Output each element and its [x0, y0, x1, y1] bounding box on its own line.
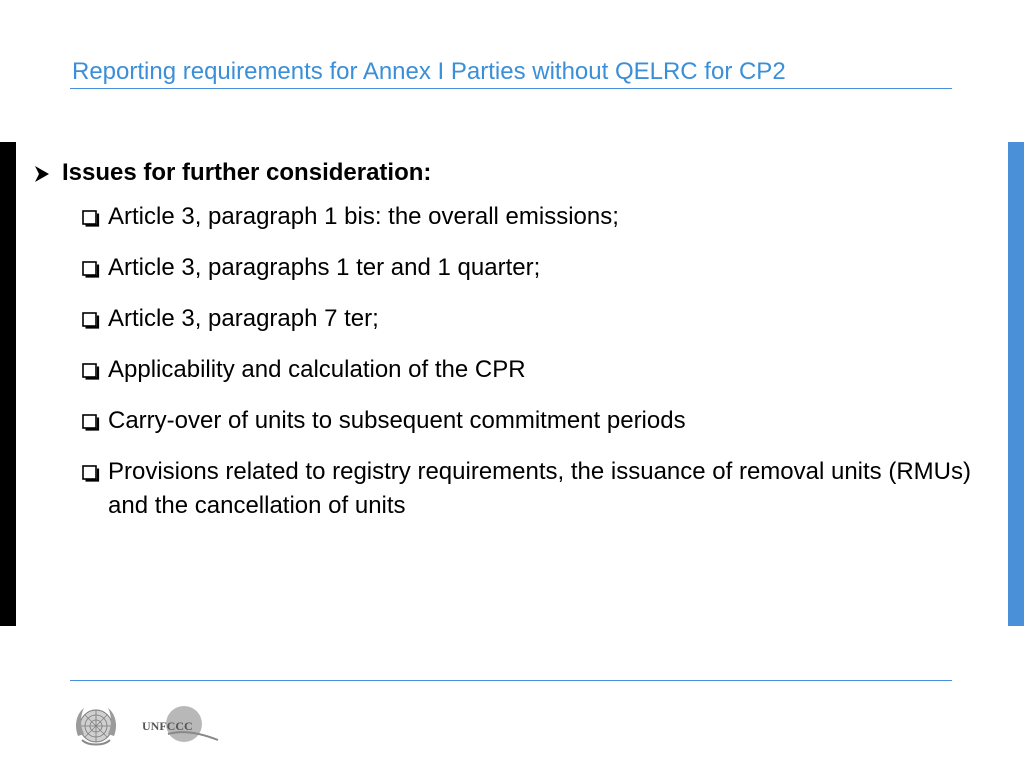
- list-item: [82, 404, 974, 438]
- list-item-text: Article 3, paragraph 1 bis: the overall emissions;: [108, 203, 619, 230]
- un-emblem-icon: [70, 700, 122, 752]
- right-accent-bar: [1008, 142, 1024, 626]
- list-item-text: Article 3, paragraph 7 ter;: [108, 305, 379, 332]
- checkbox-bullet-icon: [82, 302, 108, 336]
- checkbox-bullet-icon: [82, 353, 108, 387]
- arrow-bullet-icon: [34, 156, 52, 190]
- list-item-text: Provisions related to registry requirements, the issuance of removal units (RMUs) and the cancellation of units: [108, 458, 971, 519]
- list-item: [82, 353, 974, 387]
- checkbox-bullet-icon: [82, 251, 108, 285]
- footer-rule: [70, 680, 952, 681]
- unfccc-logo: [138, 700, 222, 752]
- list-item-text: Applicability and calculation of the CPR: [108, 356, 526, 383]
- list-item: [82, 302, 974, 336]
- title-underline: [70, 88, 952, 89]
- checkbox-bullet-icon: [82, 200, 108, 234]
- list-item-text: Article 3, paragraphs 1 ter and 1 quarter;: [108, 254, 541, 281]
- issues-list: [82, 200, 974, 523]
- slide-content: [34, 156, 974, 540]
- list-item: [82, 455, 974, 523]
- left-accent-bar: [0, 142, 16, 626]
- list-item: [82, 251, 974, 285]
- checkbox-bullet-icon: [82, 455, 108, 489]
- checkbox-bullet-icon: [82, 404, 108, 438]
- section-heading-text: Issues for further consideration:: [62, 159, 432, 186]
- slide-title: Reporting requirements for Annex I Parties without QELRC for CP2: [72, 58, 786, 85]
- list-item: [82, 200, 974, 234]
- list-item-text: Carry-over of units to subsequent commitment periods: [108, 407, 686, 434]
- section-heading: [34, 156, 974, 190]
- svg-text:UNFCCC: UNFCCC: [142, 719, 193, 733]
